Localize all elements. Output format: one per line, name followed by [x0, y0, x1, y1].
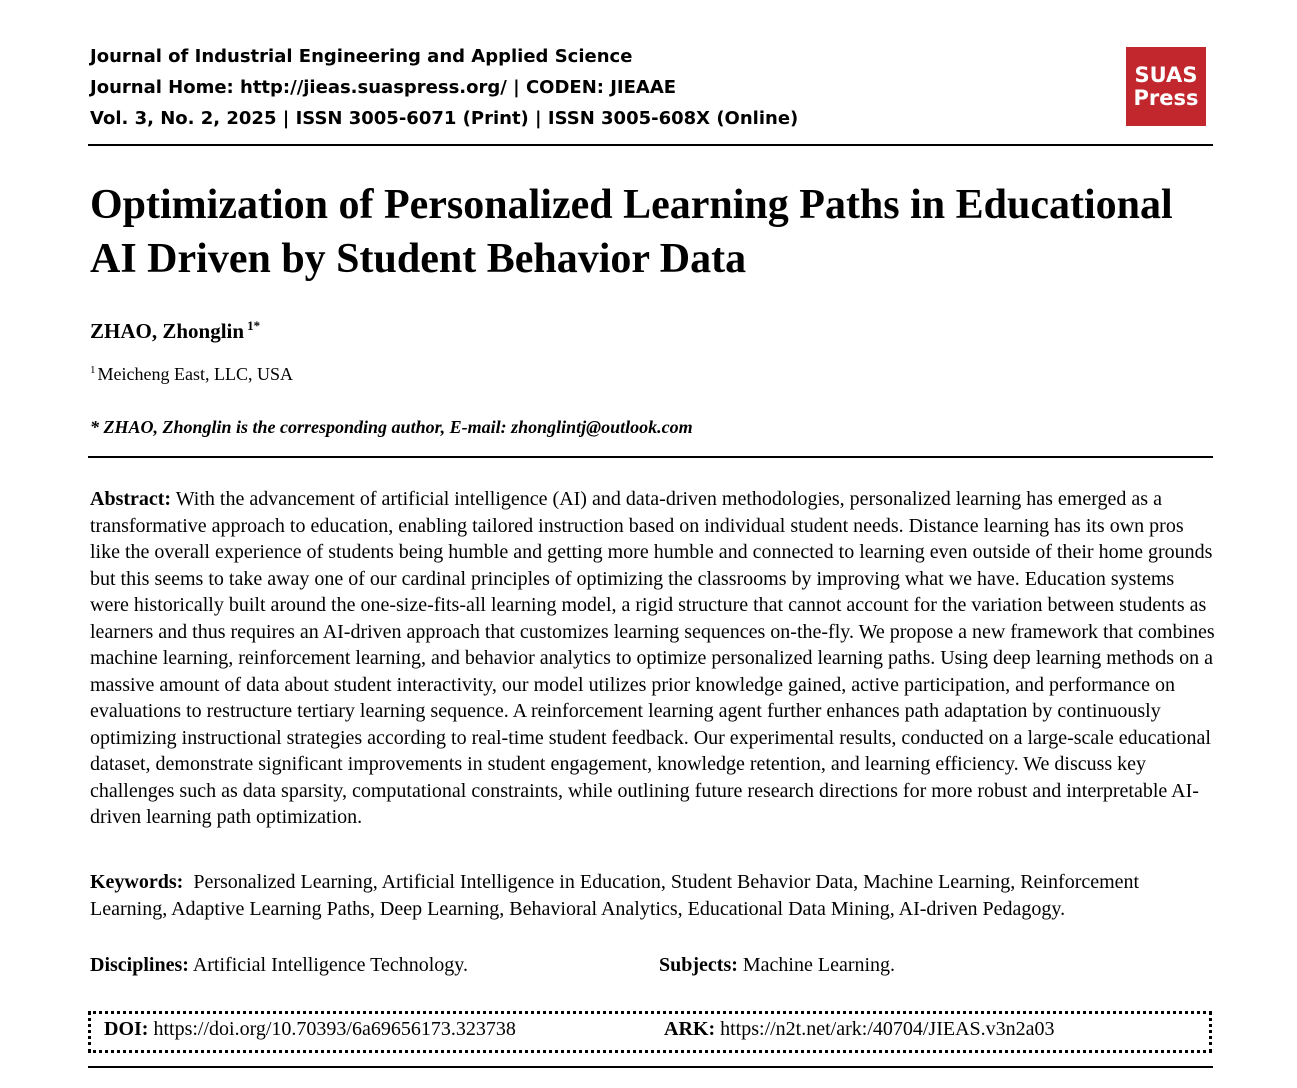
logo-line-2: Press: [1133, 85, 1199, 110]
affiliation-text: Meicheng East, LLC, USA: [97, 364, 293, 384]
abstract-label: Abstract:: [90, 488, 172, 510]
affiliation-superscript: 1: [90, 364, 96, 376]
subjects-label: Subjects:: [659, 954, 738, 976]
ark-link[interactable]: https://n2t.net/ark:/40704/JIEAS.v3n2a03: [720, 1018, 1055, 1040]
doi-line: [104, 1018, 516, 1041]
article-title: Optimization of Personalized Learning Paths in Educational AI Driven by Student Behavior Data: [90, 182, 1173, 282]
subjects-line: [659, 954, 895, 977]
logo-line-1: SUAS: [1134, 62, 1198, 87]
affiliation-line: [90, 364, 293, 385]
keywords-text: Personalized Learning, Artificial Intelligence in Education, Student Behavior Data, Machine Learning, Reinforcement Learning, Adaptive Learning Paths, Deep Learning, Behavioral Analytics, Educational Data Mining, AI-driven Pedagogy.: [90, 871, 1140, 920]
author-name: ZHAO, Zhonglin: [90, 319, 245, 343]
identifier-box: [88, 1011, 1212, 1053]
keywords-label: Keywords:: [90, 871, 184, 893]
volume-issn-line: Vol. 3, No. 2, 2025 | ISSN 3005-6071 (Print) | ISSN 3005-608X (Online): [90, 108, 799, 129]
subjects-value: Machine Learning.: [742, 954, 896, 976]
abstract-text: With the advancement of artificial intelligence (AI) and data-driven methodologies, personalized learning has emerged as a transformative approach to education, enabling tailored instruction based on individual student needs. Distance learning has its own pros like the overall experience of students being humble and getting more humble and connected to learning even outside of their home grounds but this seems to take away one of our cardinal principles of optimizing the classrooms by improving what we have. Education systems were historically built around the one-size-fits-all learning model, a rigid structure that cannot account for the variation between students as learners and thus requires an AI-driven approach that customizes learning sequences on-the-fly. We propose a new framework that combines machine learning, reinforcement learning, and behavior analytics to optimize personalized learning paths. Using deep learning methods on a massive amount of data about student interactivity, our model utilizes prior knowledge gained, active participation, and performance on evaluations to restructure tertiary learning sequence. A reinforcement learning agent further enhances path adaptation by continuously optimizing instructional strategies according to real-time student feedback. Our experimental results, conducted on a large-scale educational dataset, demonstrate significant improvements in student engagement, knowledge retention, and learning efficiency. We discuss key challenges such as data sparsity, computational constraints, while outlining future research directions for more robust and interpretable AI-driven learning path optimization.: [90, 488, 1215, 828]
disciplines-line: [90, 954, 468, 977]
journal-home-line[interactable]: Journal Home: http://jieas.suaspress.org/ | CODEN: JIEAAE: [90, 77, 677, 98]
disciplines-label: Disciplines:: [90, 954, 189, 976]
header-divider: [88, 144, 1213, 146]
suas-press-logo: [1126, 47, 1206, 126]
doi-link[interactable]: https://doi.org/10.70393/6a69656173.323738: [153, 1018, 516, 1040]
disciplines-value: Artificial Intelligence Technology.: [192, 954, 468, 976]
journal-header: [90, 41, 798, 134]
author-superscript: 1*: [247, 318, 261, 333]
author-line: [90, 318, 260, 344]
ark-line: [664, 1018, 1055, 1041]
abstract-paragraph: [90, 486, 1215, 831]
ark-label: ARK:: [664, 1018, 716, 1040]
keywords-paragraph: [90, 869, 1215, 922]
footer-divider: [88, 1066, 1213, 1068]
abstract-divider: [88, 456, 1213, 458]
corresponding-author-note: * ZHAO, Zhonglin is the corresponding author, E-mail: zhonglintj@outlook.com: [90, 417, 693, 437]
journal-name: Journal of Industrial Engineering and Applied Science: [90, 46, 633, 67]
doi-label: DOI:: [104, 1018, 149, 1040]
